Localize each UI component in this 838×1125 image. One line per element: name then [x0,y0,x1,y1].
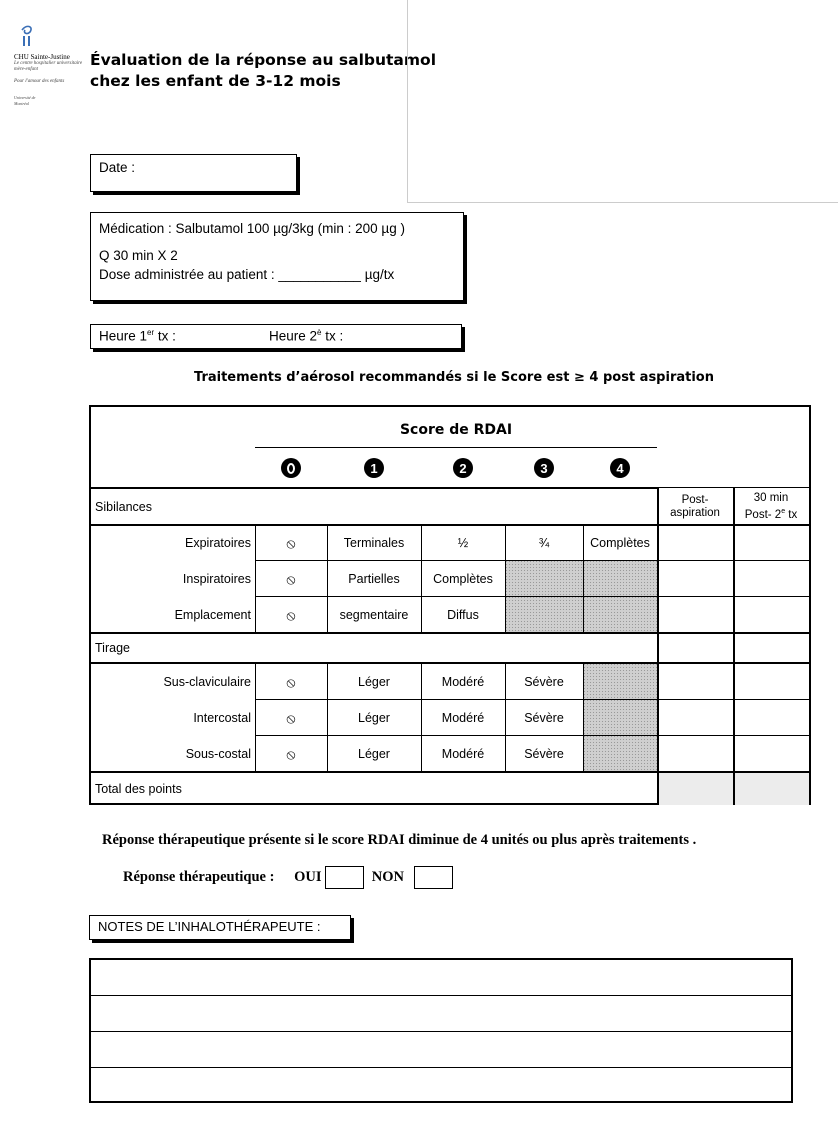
logo-line1: CHU Sainte-Justine [14,53,70,61]
logo-line2: Le centre hospitalier universitaire mère-enfant [14,61,83,72]
rule [421,524,422,633]
post-2tx-header: 30 min Post- 2e tx [744,491,798,521]
cell-three-quarters: ¾ [538,536,550,550]
notes-area[interactable] [89,958,793,1103]
cell-modere: Modéré [441,747,485,761]
rule [255,662,256,772]
row-label-intercostal: Intercostal [193,711,251,725]
row-label-expiratoires: Expiratoires [185,536,251,550]
no-symbol-icon: ⦸ [286,534,296,551]
no-symbol-icon: ⦸ [286,606,296,623]
date-box[interactable] [90,154,297,192]
rule [505,662,506,772]
response-row [123,866,453,889]
medication-line2: Q 30 min X 2 [99,248,178,263]
notes-label: NOTES DE L’INHALOTHÉRAPEUTE : [98,919,321,934]
notes-label-box [89,915,351,940]
score-col-0 [255,453,327,483]
shaded-cell [583,663,657,771]
score-title: Score de RDAI [399,422,513,438]
date-label: Date : [99,160,136,175]
heure-tx2: Heure $2^è$ tx : [269,328,344,344]
no-symbol-icon: ⦸ [286,673,296,690]
cell-modere: Modéré [441,711,485,725]
response-statement: Réponse thérapeutique présente si le score RDAI diminue de 4 unités ou plus après traitements . [102,832,697,848]
note-line [91,1067,791,1068]
patient-label-area [407,0,838,203]
cell-partielles: Partielles [348,572,400,586]
logo-line4: Université de Montréal [14,95,36,106]
page-title [90,50,436,92]
cell-leger: Léger [358,675,390,689]
hospital-logo [14,24,84,119]
row-label-inspiratoires: Inspiratoires [182,572,251,586]
non-label: NON [371,868,404,885]
sibilances-label: Sibilances [95,499,152,514]
tirage-label: Tirage [95,641,130,655]
title-line2: chez les enfant de 3-12 mois [90,72,341,90]
dose-field: Dose administrée au patient : ___________ µg/tx [99,267,395,282]
medication-line1: Médication : Salbutamol 100 µg/3kg (min : 200 µg ) [99,221,405,236]
score-col-1: 1 [327,453,421,483]
rule [255,596,809,597]
row-label-sous-costal: Sous-costal [185,747,251,761]
rule [255,735,809,736]
no-symbol-icon: ⦸ [286,745,296,762]
rule [255,699,809,700]
rule [505,524,506,633]
cell-leger: Léger [358,711,390,725]
cell-completes: Complètes [433,572,493,586]
recommendation-text: Traitements d’aérosol recommandés si le Score est ≥ 4 post aspiration [194,370,714,385]
rule [327,524,328,633]
score-col-4: 4 [583,453,657,483]
cell-segmentaire: segmentaire [339,608,409,622]
cell-leger: Léger [358,747,390,761]
score-col-2: 2 [421,453,505,483]
score-col-3: 3 [505,453,583,483]
rule [733,487,735,805]
row-label-emplacement: Emplacement [174,608,251,622]
post-aspiration-header: Post- aspiration [670,493,720,519]
cell-terminales: Terminales [343,536,405,550]
row-label-sus-claviculaire: Sus-claviculaire [163,675,251,689]
rule [255,524,256,633]
oui-label: OUI [294,868,322,885]
logo-line3: Pour l'amour des enfants [14,79,65,84]
rule [583,524,584,633]
note-line [91,1031,791,1032]
no-symbol-icon: ⦸ [286,709,296,726]
cell-severe: Sévère [524,747,564,761]
cell-severe: Sévère [524,675,564,689]
cell-half: ½ [457,536,469,550]
non-checkbox[interactable] [414,866,453,889]
heure-box[interactable] [90,324,462,349]
cell-severe: Sévère [524,711,564,725]
total-label: Total des points [95,782,182,796]
response-label: Réponse thérapeutique : [123,868,275,885]
note-line [91,995,791,996]
rule [657,487,659,805]
cell-diffus: Diffus [447,608,479,622]
rule [421,662,422,772]
rule [255,560,809,561]
rdai-score-table [89,405,811,805]
cell-modere: Modéré [441,675,485,689]
cell-completes: Complètes [590,536,650,550]
oui-checkbox[interactable] [325,866,364,889]
medication-box[interactable] [90,212,464,301]
no-symbol-icon: ⦸ [286,570,296,587]
title-line1: Évaluation de la réponse au salbutamol [90,51,437,69]
rule [327,662,328,772]
heure-tx1: Heure 1er tx : [99,328,176,344]
rule [583,662,584,772]
header-underline [255,447,657,448]
logo-mark-icon [14,24,40,48]
